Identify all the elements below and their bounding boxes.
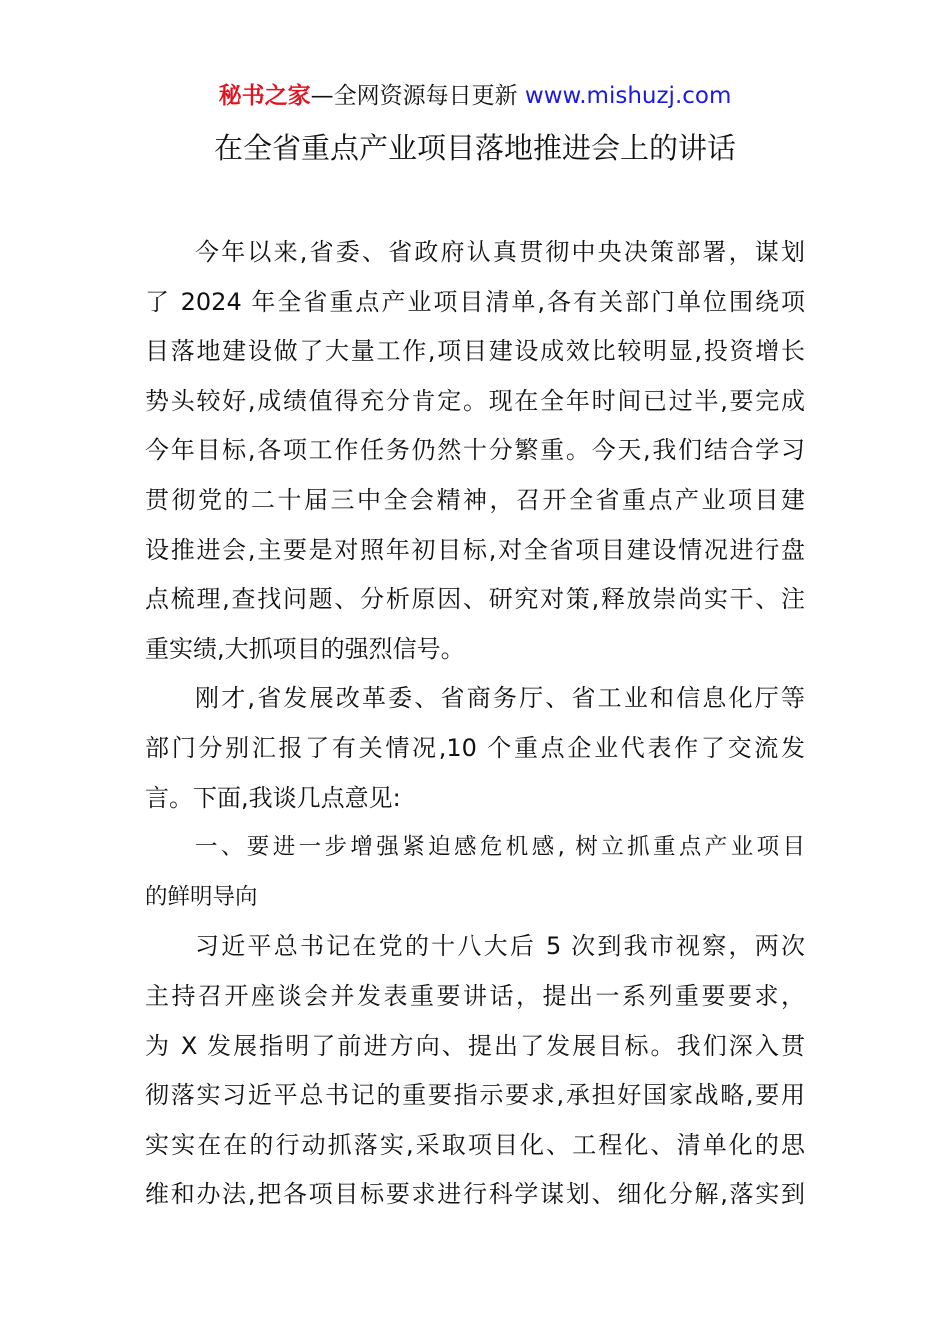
document-body (145, 228, 805, 1220)
text-line: 言。下面,我谈几点意见: (145, 783, 401, 812)
text-line: 贯彻党的二十届三中全会精神，召开全省重点产业项目建 (145, 485, 805, 514)
text-line: 今年目标,各项工作任务仍然十分繁重。今天,我们结合学习 (145, 436, 805, 465)
heading-line: 一、要进一步增强紧迫感危机感, 树立抓重点产业项目 (195, 834, 805, 861)
text-line: 目落地建设做了大量工作,项目建设成效比较明显,投资增长 (145, 337, 805, 366)
text-line: 势头较好,成绩值得充分肯定。现在全年时间已过半,要完成 (145, 386, 805, 415)
text-line: 设推进会,主要是对照年初目标,对全省项目建设情况进行盘 (145, 535, 805, 564)
text-line: 部门分别汇报了有关情况,10 个重点企业代表作了交流发 (145, 733, 805, 762)
text-line: 点梳理,查找问题、分析原因、研究对策,释放崇尚实干、注 (145, 585, 805, 614)
heading-line: 的鲜明导向 (145, 883, 258, 910)
text-line: 今年以来,省委、省政府认真贯彻中央决策部署，谋划 (195, 238, 805, 266)
text-line: 实实在在的行动抓落实,采取项目化、工程化、清单化的思 (145, 1130, 805, 1159)
paragraph-1 (145, 228, 805, 674)
site-url-link[interactable]: www.mishuzj.com (524, 83, 732, 109)
section-heading-1 (145, 823, 805, 922)
text-line: 主持召开座谈会并发表重要讲话，提出一系列重要要求， (145, 981, 805, 1010)
text-line: 重实绩,大抓项目的强烈信号。 (145, 634, 465, 663)
text-line: 习近平总书记在党的十八大后 5 次到我市视察，两次 (195, 932, 805, 961)
site-brand: 秘书之家 (218, 83, 311, 109)
text-line: 了 2024 年全省重点产业项目清单,各有关部门单位围绕项 (145, 287, 805, 316)
text-line: 维和办法,把各项目标要求进行科学谋划、细化分解,落实到 (145, 1180, 805, 1209)
site-tagline: —全网资源每日更新 (310, 83, 525, 109)
text-line: 刚才,省发展改革委、省商务厅、省工业和信息化厅等 (195, 684, 805, 713)
paragraph-3 (145, 922, 805, 1220)
paragraph-2 (145, 674, 805, 823)
text-line: 彻落实习近平总书记的重要指示要求,承担好国家战略,要用 (145, 1081, 805, 1110)
text-line: 为 X 发展指明了前进方向、提出了发展目标。我们深入贯 (145, 1031, 805, 1060)
document-title: 在全省重点产业项目落地推进会上的讲话 (213, 131, 736, 165)
site-header (0, 80, 950, 112)
